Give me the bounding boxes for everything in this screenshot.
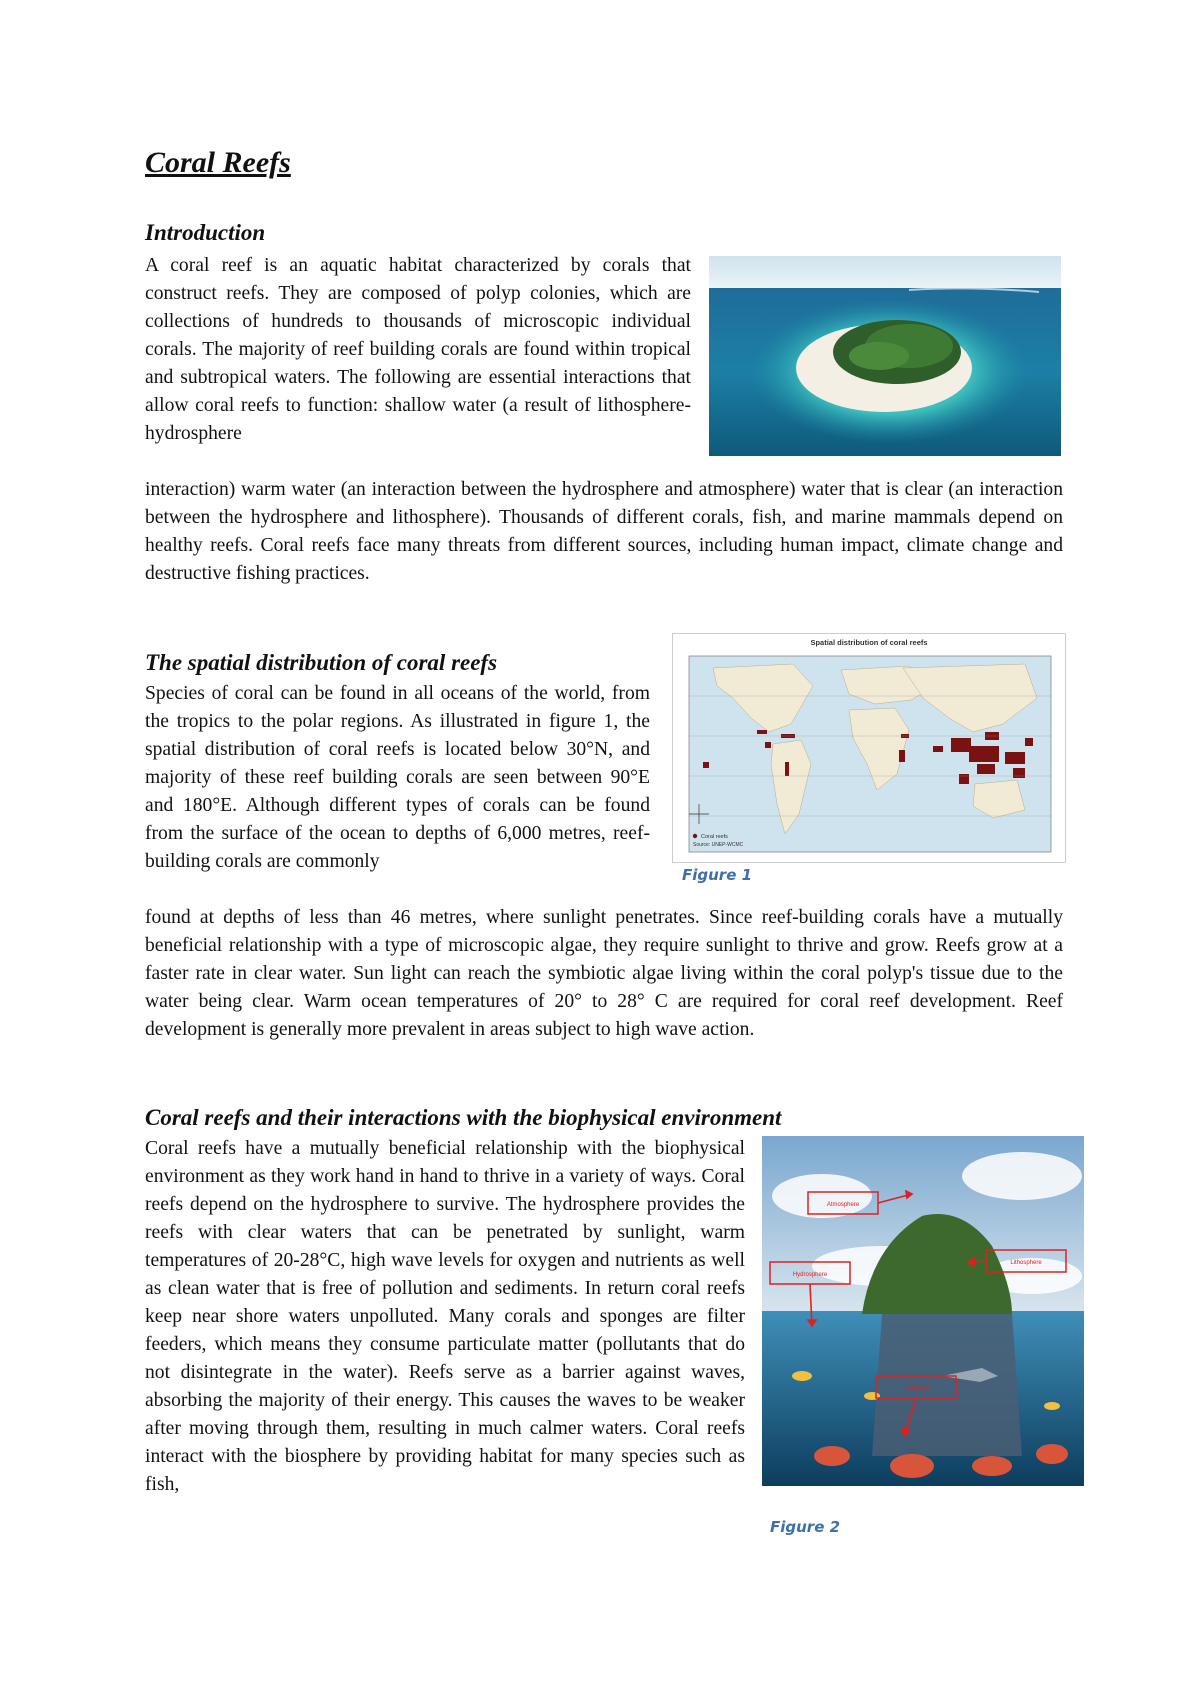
figure1-source: Source: UNEP-WCMC [693,842,744,848]
interactions-paragraph: Coral reefs have a mutually beneficial relationship with the biophysical environment as they work hand in hand to thrive in a variety of ways. Coral reefs depend on the hydrosphere to survive. The hydrosphere provides the reefs with clear waters that can be penetrated by sunlight, warm temperatures of 20-28°C, high wave levels for oxygen and nutrients as well as clean water that is free of pollution and sediments. In return coral reefs keep near shore waters unpolluted. Many corals and sponges are filter feeders, which means they consume particulate matter (pollutants that do not disintegrate in the water). Reefs serve as a barrier against waves, absorbing the majority of their energy. This causes the waves to be weaker after moving through them, resulting in much calmer waters. Coral reefs interact with the biosphere by providing habitat for many species such as fish, [145,1138,745,1495]
intro-paragraph-wrapped: A coral reef is an aquatic habitat characterized by corals that construct reefs. They are composed of polyp colonies, which are collections of hundreds to thousands of microscopic individual corals. The majority of reef building corals are found within tropical and subtropical waters. The following are essential interactions that allow coral reefs to function: shallow water (a result of lithosphere-hydrosphere [145,255,691,444]
figure2-label-hydrosphere: Hydrosphere [792,1272,828,1278]
island-photo [709,256,1061,456]
spatial-paragraph-wrapped: Species of coral can be found in all oceans of the world, from the tropics to the polar regions. As illustrated in figure 1, the spatial distribution of coral reefs is located below 30°N, and majority of these reef building corals are seen between 90°E and 180°E. Although different types of corals can be found from the surface of the ocean to depths of 6,000 metres, reef-building corals are commonly [145,683,650,872]
figure1-map [672,633,1066,863]
section-heading-spatial-distribution: The spatial distribution of coral reefs [145,650,498,675]
spatial-paragraph-full: found at depths of less than 46 metres, where sunlight penetrates. Since reef-building corals have a mutually beneficial relationship with a type of microscopic algae, they require sunlight to thrive and grow. Reefs grow at a faster rate in clear water. Sun light can reach the symbiotic algae living within the coral polyp's tissue due to the water being clear. Warm ocean temperatures of 20° to 28° C are required for coral reef development. Reef development is generally more prevalent in areas subject to high wave action. [145,907,1063,1040]
page-title: Coral Reefs [145,146,291,179]
figure2-diagram [762,1136,1084,1486]
figure1-map-title: Spatial distribution of coral reefs [810,638,928,647]
figure2-label-atmosphere: Atmosphere [826,1202,860,1208]
figure2-label-biosphere: Biosphere [902,1386,930,1392]
figure1-legend-label: Coral reefs [701,834,728,840]
section-heading-introduction: Introduction [145,220,266,245]
figure2-label-lithosphere: Lithosphere [1010,1260,1042,1266]
figure1-caption: Figure 1 [682,866,753,884]
figure2-caption: Figure 2 [770,1518,841,1536]
intro-paragraph-full: interaction) warm water (an interaction between the hydrosphere and atmosphere) water that is clear (an interaction between the hydrosphere and lithosphere). Thousands of different corals, fish, and marine mammals depend on healthy reefs. Coral reefs face many threats from different sources, including human impact, climate change and destructive fishing practices. [145,479,1063,584]
section-heading-interactions: Coral reefs and their interactions with the biophysical environment [145,1105,782,1130]
